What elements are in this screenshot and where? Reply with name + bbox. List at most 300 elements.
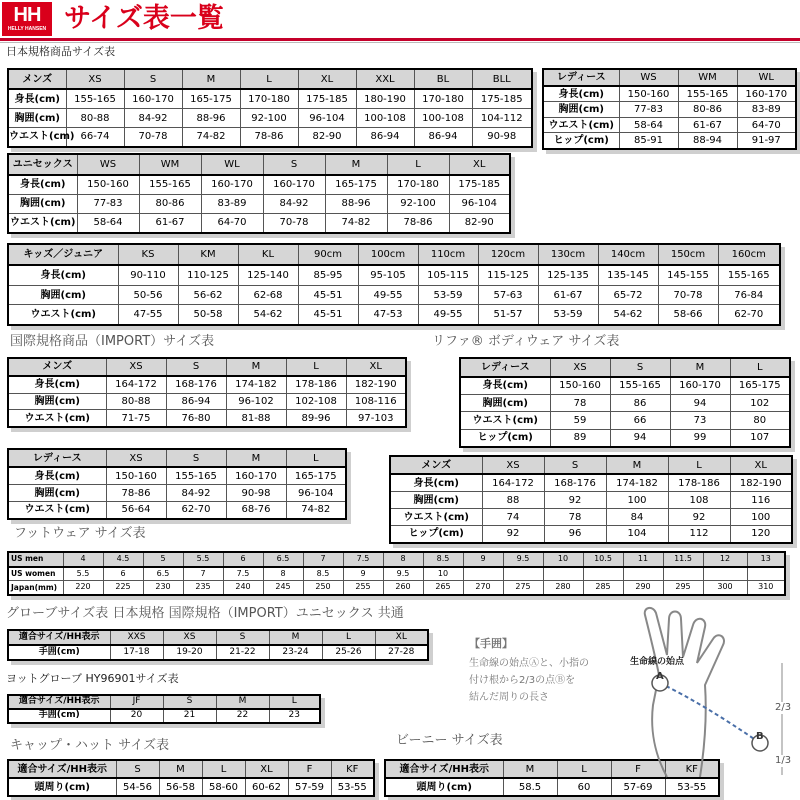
table-cell: 19-20 <box>163 645 216 660</box>
table-cell: 96-104 <box>286 485 346 502</box>
table-cell: 53-59 <box>418 285 478 304</box>
table-cell: 155-165 <box>166 467 226 485</box>
row-label: 胸囲(cm) <box>543 102 619 117</box>
table-cell: 165-175 <box>730 377 790 395</box>
table-cell: 295 <box>663 581 703 595</box>
table-header-row <box>8 449 346 467</box>
table-cell: 104-112 <box>472 109 532 128</box>
table-cell: 108-116 <box>346 393 406 410</box>
table-cell: 275 <box>503 581 543 595</box>
table-cell: 60 <box>557 778 611 796</box>
column-header: S <box>124 69 182 89</box>
table-header-row <box>8 358 406 376</box>
table-cell: 51-57 <box>478 305 538 325</box>
column-header: M <box>503 760 557 778</box>
table-header-row <box>8 760 374 778</box>
table-cell: 54-56 <box>116 778 159 796</box>
table-row <box>385 778 719 796</box>
hand-guide-text: 生命線の始点Ⓐと、小指の 付け根から2/3の点Ⓑを 結んだ周りの長さ <box>469 658 589 703</box>
table-cell: 94 <box>670 395 730 412</box>
table-cell: 96-102 <box>226 393 286 410</box>
row-label: 胸囲(cm) <box>8 393 106 410</box>
table-cell: 174-182 <box>606 474 668 492</box>
table-cell: 170-180 <box>387 175 449 195</box>
column-header: 7 <box>303 552 343 567</box>
table-cell: 66-74 <box>66 127 124 147</box>
table-cell: 88-96 <box>325 194 387 213</box>
column-header: M <box>226 449 286 467</box>
table-row <box>460 395 790 412</box>
table-cell: 47-53 <box>358 305 418 325</box>
column-header: L <box>668 456 730 474</box>
section-title-footwear: フットウェア サイズ表 <box>14 526 146 541</box>
table-row <box>8 410 406 427</box>
table-cell: 58-60 <box>202 778 245 796</box>
table-cell: 160-170 <box>670 377 730 395</box>
table-cell: 94 <box>610 429 670 447</box>
row-label: 身長(cm) <box>460 377 550 395</box>
table-cell: 96-104 <box>449 194 510 213</box>
table-cell: 78-86 <box>106 485 166 502</box>
table-header-row <box>8 695 320 709</box>
table-cell: 65-72 <box>598 285 658 304</box>
table-cell: 145-155 <box>658 265 718 285</box>
table-cell: 53-55 <box>665 778 719 796</box>
table-cell: 64-70 <box>737 117 796 132</box>
table-cell: 160-170 <box>263 175 325 195</box>
table-cell: 62-70 <box>166 501 226 519</box>
row-label: ヒップ(cm) <box>390 525 482 543</box>
table-corner-label: 適合サイズ/HH表示 <box>8 630 110 645</box>
table-cell: 270 <box>463 581 503 595</box>
table-corner-label: レディース <box>543 69 619 86</box>
row-label: ヒップ(cm) <box>543 133 619 149</box>
column-header: 5.5 <box>183 552 223 567</box>
table-cell <box>503 567 543 581</box>
table-cell: 17-18 <box>110 645 163 660</box>
column-header: 8.5 <box>423 552 463 567</box>
table-cell: 88-96 <box>182 109 240 128</box>
table-cell: 54-62 <box>598 305 658 325</box>
table-cell: 105-115 <box>418 265 478 285</box>
table-cell: 80 <box>730 412 790 429</box>
table-row <box>8 645 428 660</box>
table-cell: 285 <box>583 581 623 595</box>
table-cell: 82-90 <box>298 127 356 147</box>
table-cell: 78-86 <box>240 127 298 147</box>
table-cell: 57-63 <box>478 285 538 304</box>
table-cell: 78 <box>550 395 610 412</box>
column-header: BLL <box>472 69 532 89</box>
jp-mens-table <box>7 68 533 148</box>
table-cell <box>663 567 703 581</box>
column-header: XXL <box>356 69 414 89</box>
table-cell: 135-145 <box>598 265 658 285</box>
table-cell: 245 <box>263 581 303 595</box>
table-cell: 74-82 <box>286 501 346 519</box>
column-header: WS <box>77 154 139 175</box>
table-cell: 45-51 <box>298 285 358 304</box>
table-cell: 95-105 <box>358 265 418 285</box>
table-cell: 83-89 <box>201 194 263 213</box>
table-cell: 5.5 <box>63 567 103 581</box>
table-cell: 92-100 <box>240 109 298 128</box>
table-row <box>390 525 792 543</box>
table-cell: 108 <box>668 492 730 509</box>
row-label: ウエスト(cm) <box>543 117 619 132</box>
table-cell: 165-175 <box>286 467 346 485</box>
jp-ladies-table <box>542 68 797 150</box>
table-cell: 175-185 <box>449 175 510 195</box>
table-cell: 86-94 <box>356 127 414 147</box>
table-cell: 260 <box>383 581 423 595</box>
column-header: KS <box>118 244 178 265</box>
table-header-row <box>390 456 792 474</box>
row-label: US women <box>8 567 63 581</box>
table-cell: 230 <box>143 581 183 595</box>
table-cell: 53-55 <box>331 778 374 796</box>
table-cell: 77-83 <box>77 194 139 213</box>
table-cell: 58-66 <box>658 305 718 325</box>
table-cell: 160-170 <box>737 86 796 102</box>
row-label: ウエスト(cm) <box>460 412 550 429</box>
table-cell: 182-190 <box>730 474 792 492</box>
table-row <box>8 709 320 723</box>
table-header-row <box>8 244 780 265</box>
table-row <box>8 194 510 213</box>
column-header: XL <box>298 69 356 89</box>
column-header: S <box>216 630 269 645</box>
table-cell: 71-75 <box>106 410 166 427</box>
column-header: S <box>610 358 670 377</box>
table-row <box>543 117 796 132</box>
table-cell: 160-170 <box>201 175 263 195</box>
table-row <box>8 567 785 581</box>
table-cell: 96 <box>544 525 606 543</box>
lifa-ladies-table <box>459 357 791 448</box>
table-row <box>8 265 780 285</box>
table-row <box>8 485 346 502</box>
table-header-row <box>8 69 532 89</box>
table-corner-label: キッズ／ジュニア <box>8 244 118 265</box>
column-header: 150cm <box>658 244 718 265</box>
row-label: ウエスト(cm) <box>8 501 106 519</box>
row-label: ウエスト(cm) <box>8 213 77 233</box>
column-header: S <box>116 760 159 778</box>
table-corner-label: メンズ <box>8 358 106 376</box>
row-label: ヒップ(cm) <box>460 429 550 447</box>
table-cell: 100 <box>606 492 668 509</box>
table-cell: 64-70 <box>201 213 263 233</box>
column-header: 110cm <box>418 244 478 265</box>
table-cell: 164-172 <box>482 474 544 492</box>
table-cell: 175-185 <box>298 89 356 109</box>
column-header: 12 <box>703 552 747 567</box>
column-header: XL <box>449 154 510 175</box>
table-row <box>543 86 796 102</box>
table-cell: 86 <box>610 395 670 412</box>
column-header: 120cm <box>478 244 538 265</box>
table-cell: 58.5 <box>503 778 557 796</box>
table-cell: 107 <box>730 429 790 447</box>
row-label: 胸囲(cm) <box>8 285 118 304</box>
table-cell: 168-176 <box>166 376 226 393</box>
table-header-row <box>460 358 790 377</box>
table-cell: 76-84 <box>718 285 780 304</box>
table-cell: 56-58 <box>159 778 202 796</box>
table-cell: 54-62 <box>238 305 298 325</box>
hand-outline <box>645 608 724 777</box>
row-label: 身長(cm) <box>543 86 619 102</box>
column-header: L <box>557 760 611 778</box>
table-cell: 84-92 <box>124 109 182 128</box>
table-cell: 80-88 <box>106 393 166 410</box>
column-header: L <box>286 358 346 376</box>
table-row <box>8 501 346 519</box>
column-header: JF <box>110 695 163 709</box>
table-cell: 81-88 <box>226 410 286 427</box>
column-header: 6 <box>223 552 263 567</box>
table-cell: 83-89 <box>737 102 796 117</box>
table-cell: 165-175 <box>325 175 387 195</box>
table-cell: 240 <box>223 581 263 595</box>
table-row <box>460 412 790 429</box>
column-header: BL <box>414 69 472 89</box>
table-row <box>8 467 346 485</box>
table-cell: 97-103 <box>346 410 406 427</box>
table-cell: 45-51 <box>298 305 358 325</box>
table-cell: 265 <box>423 581 463 595</box>
column-header: 90cm <box>298 244 358 265</box>
row-label: 手囲(cm) <box>8 645 110 660</box>
column-header: M <box>325 154 387 175</box>
label-b: B <box>756 731 764 742</box>
table-cell: 150-160 <box>550 377 610 395</box>
column-header: 9.5 <box>503 552 543 567</box>
table-cell: 170-180 <box>414 89 472 109</box>
row-label: 頭周り(cm) <box>385 778 503 796</box>
title-underline-gray <box>0 42 800 43</box>
table-row <box>460 429 790 447</box>
table-cell: 110-125 <box>178 265 238 285</box>
table-cell: 53-59 <box>538 305 598 325</box>
column-header: L <box>269 695 320 709</box>
column-header: F <box>611 760 665 778</box>
column-header: F <box>288 760 331 778</box>
table-cell: 56-64 <box>106 501 166 519</box>
column-header: XL <box>346 358 406 376</box>
table-corner-label: レディース <box>8 449 106 467</box>
table-cell: 280 <box>543 581 583 595</box>
column-header: 13 <box>747 552 785 567</box>
column-header: M <box>670 358 730 377</box>
column-header: XL <box>730 456 792 474</box>
table-row <box>390 492 792 509</box>
table-cell: 155-165 <box>66 89 124 109</box>
table-cell: 27-28 <box>375 645 428 660</box>
table-cell: 68-76 <box>226 501 286 519</box>
column-header: 9 <box>463 552 503 567</box>
table-cell: 168-176 <box>544 474 606 492</box>
row-label: 身長(cm) <box>8 175 77 195</box>
jp-kids-table <box>7 243 781 326</box>
table-cell: 70-78 <box>658 285 718 304</box>
table-header-row <box>8 630 428 645</box>
table-cell: 155-165 <box>678 86 737 102</box>
column-header: L <box>240 69 298 89</box>
table-cell: 77-83 <box>619 102 678 117</box>
column-header: 5 <box>143 552 183 567</box>
column-header: M <box>226 358 286 376</box>
table-cell: 84-92 <box>166 485 226 502</box>
table-row <box>8 109 532 128</box>
table-cell: 89-96 <box>286 410 346 427</box>
helly-hansen-logo: HH HELLY HANSEN <box>2 2 52 36</box>
section-title-yacht: ヨットグローブ HY96901サイズ表 <box>6 672 179 685</box>
column-header: KL <box>238 244 298 265</box>
row-label: 身長(cm) <box>8 376 106 393</box>
column-header: 11.5 <box>663 552 703 567</box>
section-title-cap: キャップ・ハット サイズ表 <box>10 738 170 753</box>
yacht-glove-table <box>7 694 321 724</box>
table-cell: 62-68 <box>238 285 298 304</box>
table-cell: 178-186 <box>668 474 730 492</box>
column-header: 140cm <box>598 244 658 265</box>
table-cell: 74-82 <box>182 127 240 147</box>
table-cell: 155-165 <box>139 175 201 195</box>
table-corner-label: ユニセックス <box>8 154 77 175</box>
table-cell: 235 <box>183 581 223 595</box>
table-row <box>8 213 510 233</box>
column-header: 6.5 <box>263 552 303 567</box>
table-cell: 112 <box>668 525 730 543</box>
table-cell: 89 <box>550 429 610 447</box>
table-cell: 250 <box>303 581 343 595</box>
table-cell <box>543 567 583 581</box>
table-row <box>8 581 785 595</box>
table-cell: 85-91 <box>619 133 678 149</box>
table-cell: 100-108 <box>414 109 472 128</box>
table-cell: 49-55 <box>358 285 418 304</box>
table-corner-label: 適合サイズ/HH表示 <box>385 760 503 778</box>
table-cell: 88-94 <box>678 133 737 149</box>
table-row <box>8 376 406 393</box>
column-header: M <box>606 456 668 474</box>
row-label: 手囲(cm) <box>8 709 110 723</box>
table-cell: 78 <box>544 509 606 526</box>
row-label: 身長(cm) <box>8 89 66 109</box>
column-header: L <box>286 449 346 467</box>
table-cell: 178-186 <box>286 376 346 393</box>
section-title-jp: 日本規格商品サイズ表 <box>6 45 116 58</box>
table-cell: 104 <box>606 525 668 543</box>
table-cell: 22 <box>216 709 269 723</box>
footwear-table <box>7 551 786 596</box>
column-header: WM <box>139 154 201 175</box>
column-header: S <box>166 358 226 376</box>
row-label: ウエスト(cm) <box>8 127 66 147</box>
row-label: 身長(cm) <box>390 474 482 492</box>
column-header: M <box>269 630 322 645</box>
table-cell: 9 <box>343 567 383 581</box>
import-ladies-table <box>7 448 347 520</box>
table-cell: 80-86 <box>678 102 737 117</box>
column-header: KF <box>665 760 719 778</box>
table-cell: 80-88 <box>66 109 124 128</box>
table-cell: 76-80 <box>166 410 226 427</box>
column-header: XS <box>550 358 610 377</box>
table-cell: 6.5 <box>143 567 183 581</box>
lifa-mens-table <box>389 455 793 544</box>
column-header: XS <box>106 449 166 467</box>
table-cell: 57-59 <box>288 778 331 796</box>
row-label: 身長(cm) <box>8 265 118 285</box>
row-label: 胸囲(cm) <box>8 194 77 213</box>
table-cell: 92-100 <box>387 194 449 213</box>
table-cell: 165-175 <box>182 89 240 109</box>
table-cell: 21-22 <box>216 645 269 660</box>
table-cell: 175-185 <box>472 89 532 109</box>
table-cell: 115-125 <box>478 265 538 285</box>
table-corner-label: 適合サイズ/HH表示 <box>8 695 110 709</box>
table-header-row <box>8 154 510 175</box>
table-cell: 86-94 <box>414 127 472 147</box>
column-header: M <box>216 695 269 709</box>
table-cell: 116 <box>730 492 792 509</box>
table-cell <box>463 567 503 581</box>
column-header: 100cm <box>358 244 418 265</box>
table-cell <box>583 567 623 581</box>
table-cell: 70-78 <box>263 213 325 233</box>
table-cell: 50-56 <box>118 285 178 304</box>
table-cell: 84-92 <box>263 194 325 213</box>
table-cell: 300 <box>703 581 747 595</box>
row-label: 身長(cm) <box>8 467 106 485</box>
table-cell: 66 <box>610 412 670 429</box>
table-cell: 70-78 <box>124 127 182 147</box>
table-cell: 50-58 <box>178 305 238 325</box>
row-label: 胸囲(cm) <box>390 492 482 509</box>
column-header: L <box>322 630 375 645</box>
table-cell: 150-160 <box>106 467 166 485</box>
table-cell: 100-108 <box>356 109 414 128</box>
table-cell: 90-98 <box>472 127 532 147</box>
column-header: S <box>166 449 226 467</box>
label-one-third: 1/3 <box>775 755 792 766</box>
jp-unisex-table <box>7 153 511 234</box>
table-cell: 99 <box>670 429 730 447</box>
table-cell: 20 <box>110 709 163 723</box>
section-title-beanie: ビーニー サイズ表 <box>396 733 503 748</box>
column-header: XS <box>106 358 166 376</box>
table-cell: 102 <box>730 395 790 412</box>
column-header: KF <box>331 760 374 778</box>
table-cell: 155-165 <box>718 265 780 285</box>
table-cell: 80-86 <box>139 194 201 213</box>
column-header: KM <box>178 244 238 265</box>
table-cell: 74-82 <box>325 213 387 233</box>
table-cell: 47-55 <box>118 305 178 325</box>
table-cell <box>747 567 785 581</box>
table-cell: 150-160 <box>77 175 139 195</box>
page-title: サイズ表一覧 <box>64 3 224 34</box>
table-cell: 78-86 <box>387 213 449 233</box>
table-row <box>8 127 532 147</box>
table-cell: 86-94 <box>166 393 226 410</box>
row-label: ウエスト(cm) <box>390 509 482 526</box>
column-header: M <box>159 760 202 778</box>
table-corner-label: US men <box>8 552 63 567</box>
